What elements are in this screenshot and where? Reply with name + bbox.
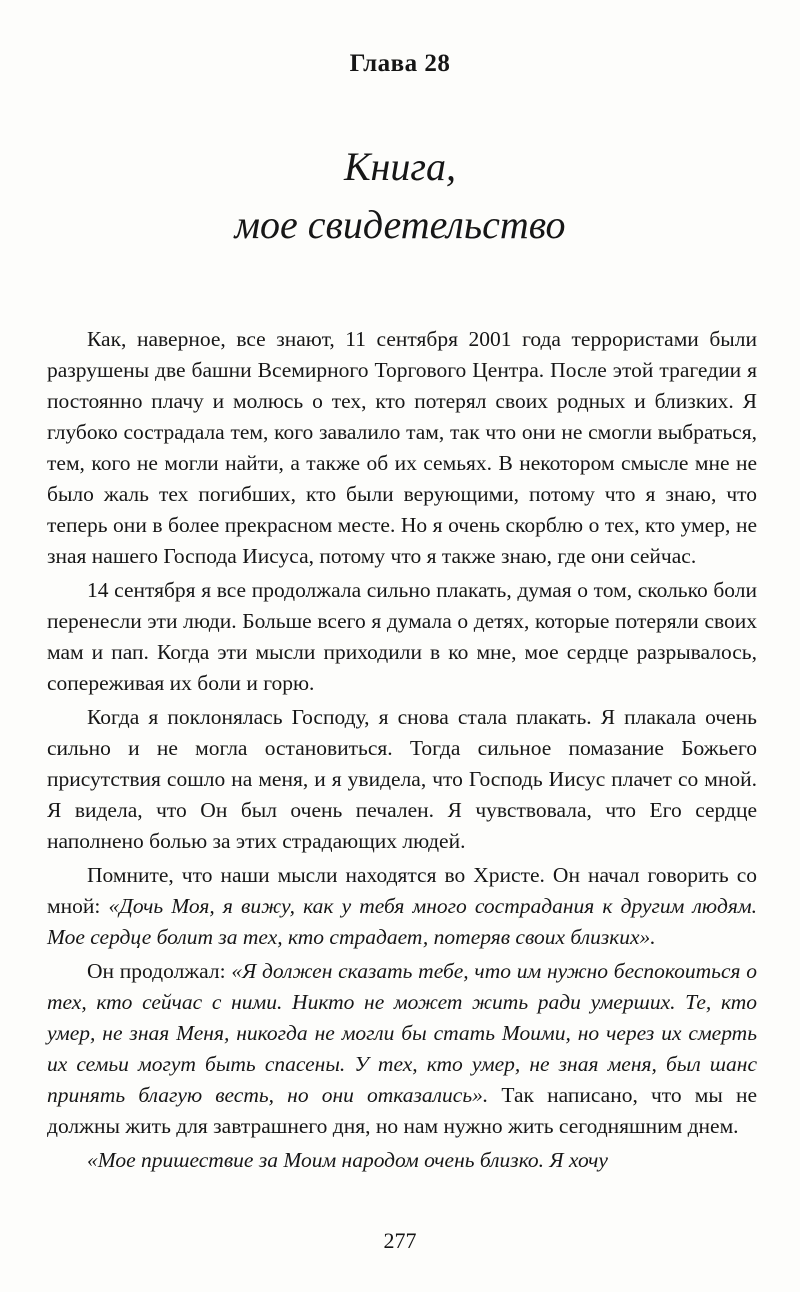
paragraph-4-text: Помните, что наши мысли находятся во Христе. Он начал говорить со мной: (47, 863, 757, 918)
paragraph-5 (47, 956, 757, 1142)
chapter-label: Глава 28 (349, 50, 451, 77)
paragraph-1: Как, наверное, все знают, 11 сентября 2001 года террористами были разрушены две башни Всемирного Торгового Центра. После этой трагедии я постоянно плачу и молюсь о тех, кто потерял своих родных и близких. Я глубоко сострадала тем, кого завалило там, так что они не смогли выбраться, тем, кого не могли найти, а также об их семьях. В некотором смысле мне не было жаль тех погибших, кто были верующими, потому что я знаю, что теперь они в более прекрасном месте. Но я очень скорблю о тех, кто умер, не зная нашего Господа Иисуса, потому что я также знаю, где они сейчас. (47, 327, 757, 568)
paragraph-4-quote: «Дочь Моя, я вижу, как у тебя много сострадания к другим людям. Мое сердце болит за тех, кто страдает, потеряв своих близких». (47, 894, 757, 949)
paragraph-2: 14 сентября я все продолжала сильно плакать, думая о том, сколько боли перенесли эти люди. Больше всего я думала о детях, которые потеряли своих мам и пап. Когда эти мысли приходили в ко мне, мое сердце разрывалось, сопереживая их боли и горю. (47, 578, 757, 695)
paragraph-3: Когда я поклонялась Господу, я снова стала плакать. Я плакала очень сильно и не могла остановиться. Тогда сильное помазание Божьего присутствия сошло на меня, и я увидела, что Господь Иисус плачет со мной. Я видела, что Он был очень печален. Я чувствовала, что Его сердце наполнено болью за этих страдающих людей. (47, 705, 757, 853)
paragraph-5-text-b: Так написано, что мы не должны жить для завтрашнего дня, но нам нужно жить сегодняшним днем. (47, 1083, 757, 1138)
chapter-title (0, 138, 800, 254)
paragraph-6 (47, 1145, 757, 1176)
paragraph-4 (47, 860, 757, 953)
paragraph-5-text-a: Он продолжал: (87, 959, 232, 983)
page-number: 277 (383, 1228, 417, 1253)
paragraph-6-quote: «Мое пришествие за Моим народом очень близко. Я хочу (87, 1148, 608, 1172)
chapter-title-line-1: Книга, (343, 144, 456, 189)
body-text (47, 324, 757, 1176)
paragraph-5-quote: «Я должен сказать тебе, что им нужно беспокоиться о тех, кто сейчас с ними. Никто не может жить ради умерших. Те, кто умер, не зная Меня, никогда не могли бы стать Моими, но через их смерть их семьи могут быть спасены. У тех, кто умер, не зная меня, был шанс принять благую весть, но они отказались». (47, 959, 758, 1107)
chapter-title-line-2: мое свидетельство (234, 202, 566, 247)
